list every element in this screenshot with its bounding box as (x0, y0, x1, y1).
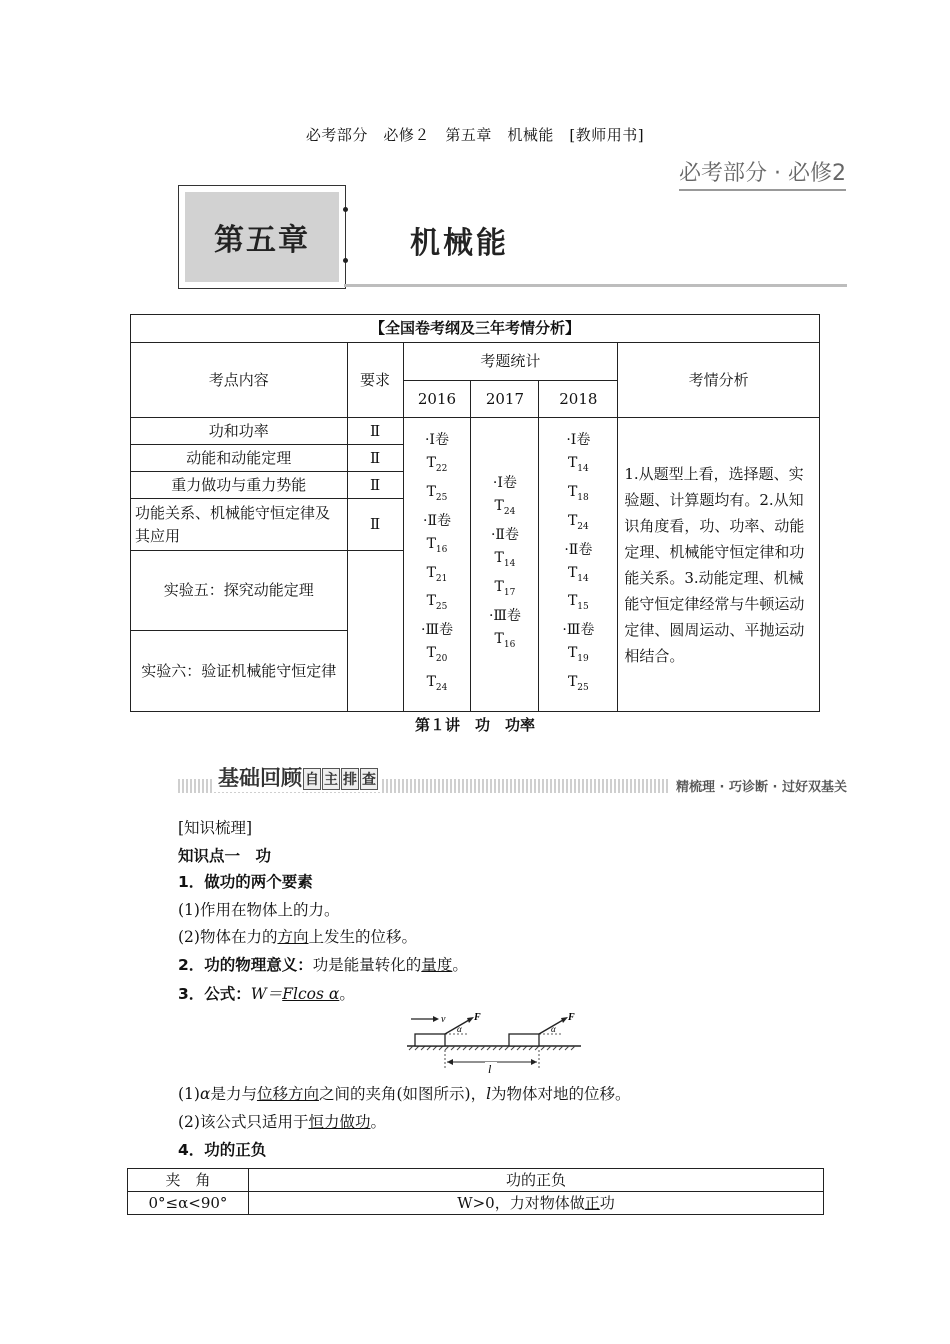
arrow-head-icon (467, 1017, 474, 1023)
block-start (415, 1034, 445, 1046)
stat-line: ·Ⅲ卷 (421, 622, 453, 639)
knowledge-point-title: 知识点一 功 (178, 847, 272, 865)
topic-cell: 实验六：验证机械能守恒定律 (131, 631, 348, 712)
header-angle: 夹 角 (128, 1169, 249, 1192)
chapter-underline (344, 284, 847, 287)
requirement-cell: Ⅱ (347, 445, 403, 472)
banner-chip: 查 (360, 768, 378, 790)
topic-cell: 功能关系、机械能守恒定律及其应用 (131, 499, 348, 551)
analysis-cell: 1.从题型上看，选择题、实验题、计算题均有。2.从知识角度看，功、功率、动能定理、机械能守恒定律和功能关系。3.动能定理、机械能守恒定律经常与牛顿运动定律、圆周运动、平抛运动相结合。 (618, 418, 820, 712)
stat-line: $T_{19}$ (567, 645, 589, 664)
header-sign: 功的正负 (248, 1169, 823, 1192)
banner-chip: 主 (322, 768, 340, 790)
item-line: (2)物体在力的方向上发生的位移。 (178, 928, 417, 946)
arrow-head-icon (531, 1059, 537, 1065)
section-tag: 必考部分 · 必修2 (679, 156, 846, 191)
stat-line: ·Ⅲ卷 (562, 622, 595, 639)
year-2018: 2018 (539, 381, 618, 418)
stat-line: $T_{24}$ (426, 673, 448, 693)
stat-line: $T_{25}$ (426, 484, 448, 503)
stat-line: ·Ⅰ卷 (566, 432, 591, 449)
stat-line: $T_{14}$ (567, 455, 589, 474)
section-label: [知识梳理] (178, 819, 253, 837)
arrow-head-icon (433, 1016, 439, 1022)
requirement-cell: Ⅱ (347, 472, 403, 499)
stat-line: ·Ⅰ卷 (424, 432, 449, 449)
item-line: (1)作用在物体上的力。 (178, 901, 340, 919)
chapter-number: 第五章 (185, 192, 339, 282)
banner-chip: 自 (303, 768, 321, 790)
banner-chip: 排 (341, 768, 359, 790)
requirement-cell: Ⅱ (347, 499, 403, 551)
stat-line: $T_{20}$ (426, 645, 448, 664)
topic-cell: 重力做功与重力势能 (131, 472, 348, 499)
bullet-dot-icon (343, 207, 348, 212)
header-stats: 考题统计 (403, 343, 618, 381)
item-title: 1．做功的两个要素 (178, 873, 313, 891)
banner-title-text: 基础回顾 (218, 766, 302, 790)
running-head: 必考部分 必修２ 第五章 机械能 [教师用书] (305, 126, 645, 144)
label-alpha: α (551, 1024, 556, 1034)
block-end (509, 1034, 539, 1046)
chapter-number-box (178, 185, 346, 289)
topic-cell: 功和功率 (131, 418, 348, 445)
stats-2016 (403, 418, 471, 712)
stat-line: $T_{18}$ (567, 484, 589, 503)
stat-line: ·Ⅱ卷 (490, 527, 519, 544)
label-v: v (441, 1014, 446, 1025)
exam-analysis-table (130, 314, 820, 712)
topic-cell: 实验五：探究动能定理 (131, 551, 348, 631)
banner-title (214, 762, 382, 792)
stat-line: ·Ⅰ卷 (492, 475, 517, 492)
chapter-title: 机械能 (410, 226, 509, 261)
stats-2017 (471, 418, 539, 712)
item-title: 4．功的正负 (178, 1141, 267, 1159)
stat-line: ·Ⅱ卷 (423, 512, 451, 529)
stat-line: $T_{14}$ (567, 564, 589, 584)
header-analysis: 考情分析 (618, 343, 820, 418)
stats-2018 (539, 418, 618, 712)
label-F: F (474, 1012, 481, 1023)
stat-line: $T_{16}$ (494, 630, 516, 650)
work-sign-table (127, 1168, 824, 1215)
label-F: F (568, 1012, 575, 1023)
bullet-dot-icon (343, 258, 348, 263)
label-alpha: α (457, 1024, 462, 1034)
stat-line: $T_{25}$ (426, 593, 448, 613)
sign-cell: W>0，力对物体做正功 (248, 1192, 823, 1215)
angle-cell: 0°≤α<90° (128, 1192, 249, 1215)
stat-line: $T_{17}$ (494, 579, 516, 598)
stat-line: ·Ⅱ卷 (564, 541, 593, 558)
stat-line: $T_{15}$ (567, 593, 589, 613)
banner-slogan: 精梳理 · 巧诊断 · 过好双基关 (670, 776, 847, 795)
stat-line: $T_{21}$ (426, 564, 448, 584)
note-line: (1)α是力与位移方向之间的夹角(如图所示)，l为物体对地的位移。 (178, 1085, 631, 1103)
table-caption: 【全国卷考纲及三年考情分析】 (131, 315, 820, 343)
stat-line: $T_{22}$ (426, 455, 448, 474)
stat-line: $T_{14}$ (494, 550, 516, 569)
header-requirement: 要求 (347, 343, 403, 418)
stat-line: ·Ⅲ卷 (488, 607, 521, 624)
topic-cell: 动能和动能定理 (131, 445, 348, 472)
label-l: l (488, 1062, 492, 1076)
arrow-head-icon (561, 1017, 568, 1023)
requirement-cell: Ⅱ (347, 418, 403, 445)
year-2017: 2017 (471, 381, 539, 418)
lecture-title: 第１讲 功 功率 (414, 716, 535, 734)
requirement-cell (347, 551, 403, 712)
section-banner (178, 762, 847, 794)
item-line: 2．功的物理意义：功是能量转化的量度。 (178, 956, 468, 974)
arrow-head-icon (447, 1059, 453, 1065)
year-2016: 2016 (403, 381, 471, 418)
stat-line: $T_{24}$ (567, 512, 589, 532)
work-figure (405, 1010, 585, 1078)
stat-line: $T_{16}$ (426, 535, 448, 555)
header-content: 考点内容 (131, 343, 348, 418)
formula-line: 3．公式：W＝Flcos α。 (178, 985, 355, 1003)
stat-line: $T_{24}$ (494, 498, 516, 518)
note-line: (2)该公式只适用于恒力做功。 (178, 1113, 386, 1131)
stat-line: $T_{25}$ (567, 673, 589, 693)
